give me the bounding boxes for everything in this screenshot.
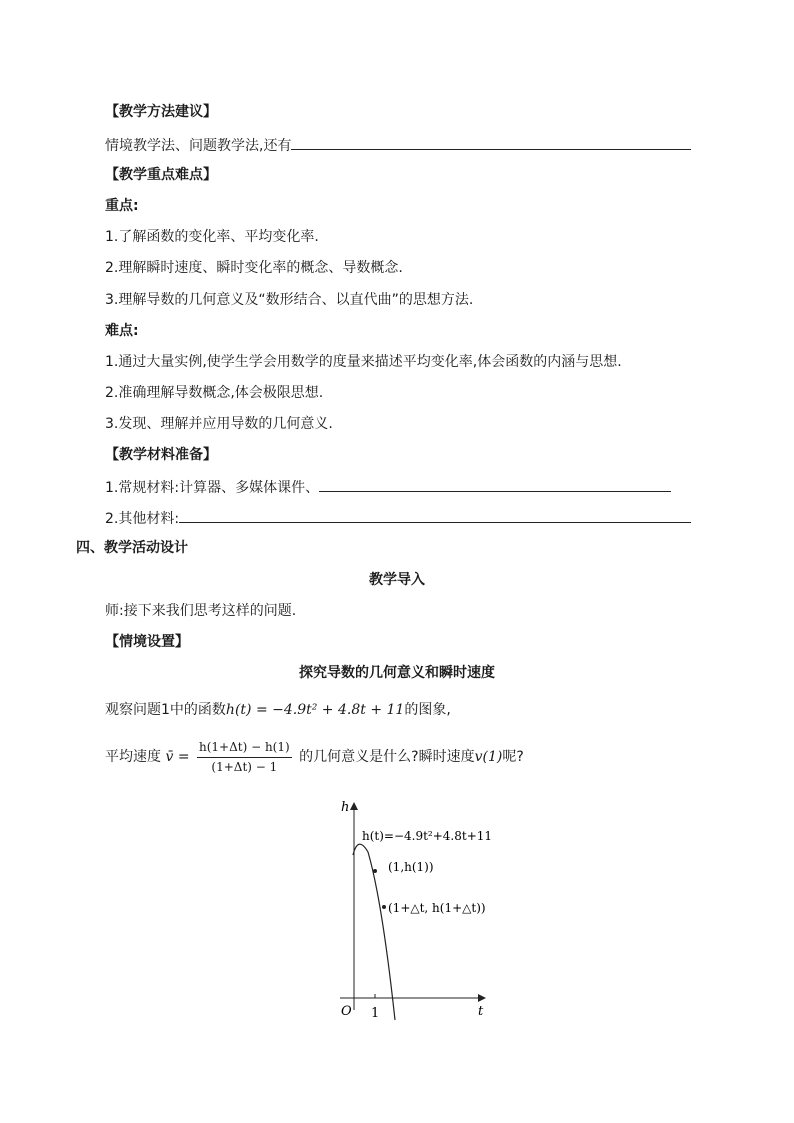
material-2-text: 2.其他材料: [105, 511, 180, 527]
observe-suffix: 的图象, [404, 702, 451, 718]
difficult-point-1: 1.通过大量实例,使学生学会用数学的度量来描述平均变化率,体会函数的内涵与思想. [105, 354, 622, 370]
avg-denominator: (1+Δt) − 1 [211, 759, 278, 774]
key-heading: 【教学重点难点】 [105, 167, 217, 183]
point-1 [373, 869, 377, 873]
curve-label: h(t)=−4.9t²+4.8t+11 [362, 829, 493, 843]
material-2-line [105, 507, 691, 529]
observe-line [105, 700, 451, 720]
origin-label: O [341, 1004, 352, 1019]
material-1-blank [319, 476, 671, 492]
material-2-blank [179, 507, 691, 523]
explore-title: 探究导数的几何意义和瞬时速度 [299, 665, 495, 681]
difficult-point-2: 2.准确理解导数概念,体会极限思想. [105, 385, 324, 401]
teacher-line: 师:接下来我们思考这样的问题. [105, 603, 297, 619]
tick-label: 1 [371, 1006, 380, 1021]
difficult-label: 难点: [105, 323, 139, 339]
avg-fraction [197, 740, 292, 775]
difficult-point-3: 3.发现、理解并应用导数的几何意义. [105, 416, 333, 432]
material-heading: 【教学材料准备】 [105, 447, 217, 463]
avg-suffix: 呢? [502, 749, 524, 765]
key-point-3: 3.理解导数的几何意义及“数形结合、以直代曲”的思想方法. [105, 292, 474, 308]
point-2-label: (1+△t, h(1+△t)) [388, 901, 486, 915]
key-label: 重点: [105, 198, 139, 214]
key-point-1: 1.了解函数的变化率、平均变化率. [105, 229, 319, 245]
observe-prefix: 观察问题1中的函数 [105, 702, 226, 718]
avg-mid: 的几何意义是什么?瞬时速度 [299, 749, 475, 765]
avg-var: v̄ = [165, 749, 190, 765]
axis-y-label: h [341, 800, 350, 815]
scenario-heading: 【情境设置】 [105, 634, 189, 650]
method-text-line [105, 134, 691, 156]
point-1-label: (1,h(1)) [388, 860, 434, 874]
method-text: 情境教学法、问题教学法,还有 [105, 138, 292, 154]
avg-speed-line [105, 736, 524, 778]
avg-prefix: 平均速度 [105, 749, 161, 765]
observe-formula: h(t) = −4.9t² + 4.8t + 11 [225, 702, 405, 718]
point-2 [382, 905, 386, 909]
function-graph [330, 795, 510, 1025]
avg-numerator: h(1+Δt) − h(1) [197, 740, 292, 758]
intro-title: 教学导入 [369, 572, 425, 588]
section-four-heading: 四、教学活动设计 [76, 540, 188, 556]
avg-v1: v(1) [474, 749, 503, 765]
material-1-line [105, 476, 671, 498]
method-blank [291, 134, 691, 150]
method-heading: 【教学方法建议】 [105, 104, 217, 120]
axis-x-label: t [478, 1004, 484, 1019]
material-1-text: 1.常规材料:计算器、多媒体课件、 [105, 480, 320, 496]
key-point-2: 2.理解瞬时速度、瞬时变化率的概念、导数概念. [105, 260, 403, 276]
